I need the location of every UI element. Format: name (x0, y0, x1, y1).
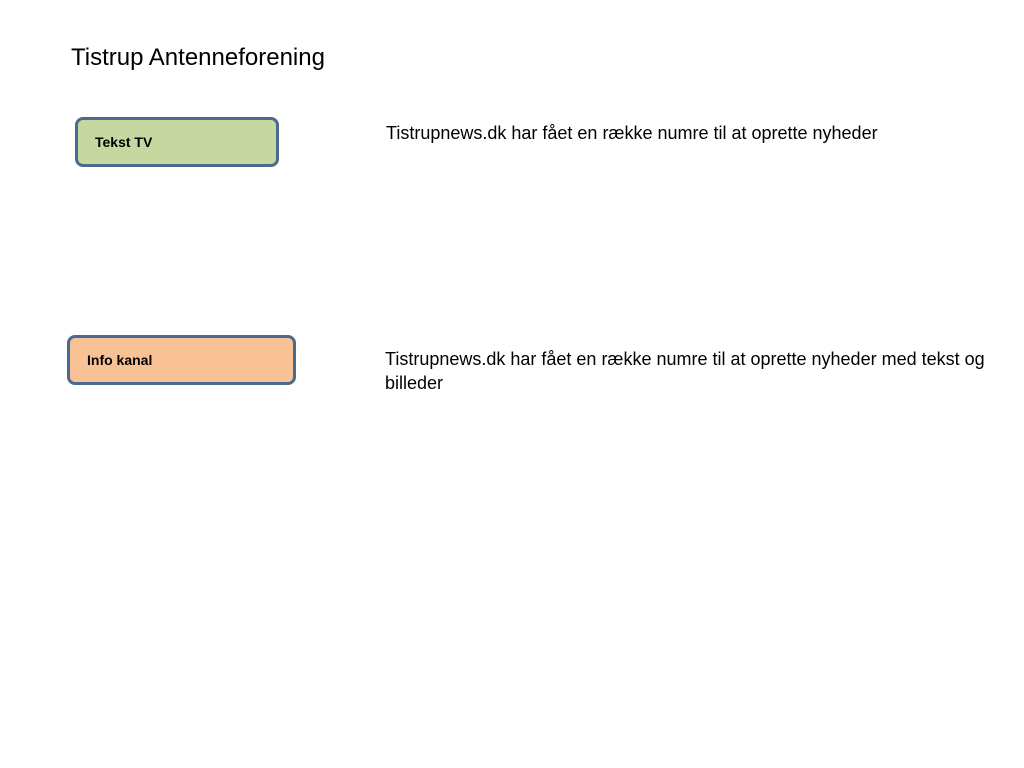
tekst-tv-label: Tekst TV (95, 134, 153, 150)
page-title: Tistrup Antenneforening (71, 44, 325, 71)
tekst-tv-box (75, 117, 279, 167)
info-kanal-description: Tistrupnews.dk har fået en række numre til at oprette nyheder med tekst og billeder (385, 349, 985, 393)
info-kanal-label: Info kanal (87, 352, 153, 368)
info-kanal-box (67, 335, 296, 385)
tekst-tv-description: Tistrupnews.dk har fået en række numre til at oprette nyheder (386, 123, 878, 143)
